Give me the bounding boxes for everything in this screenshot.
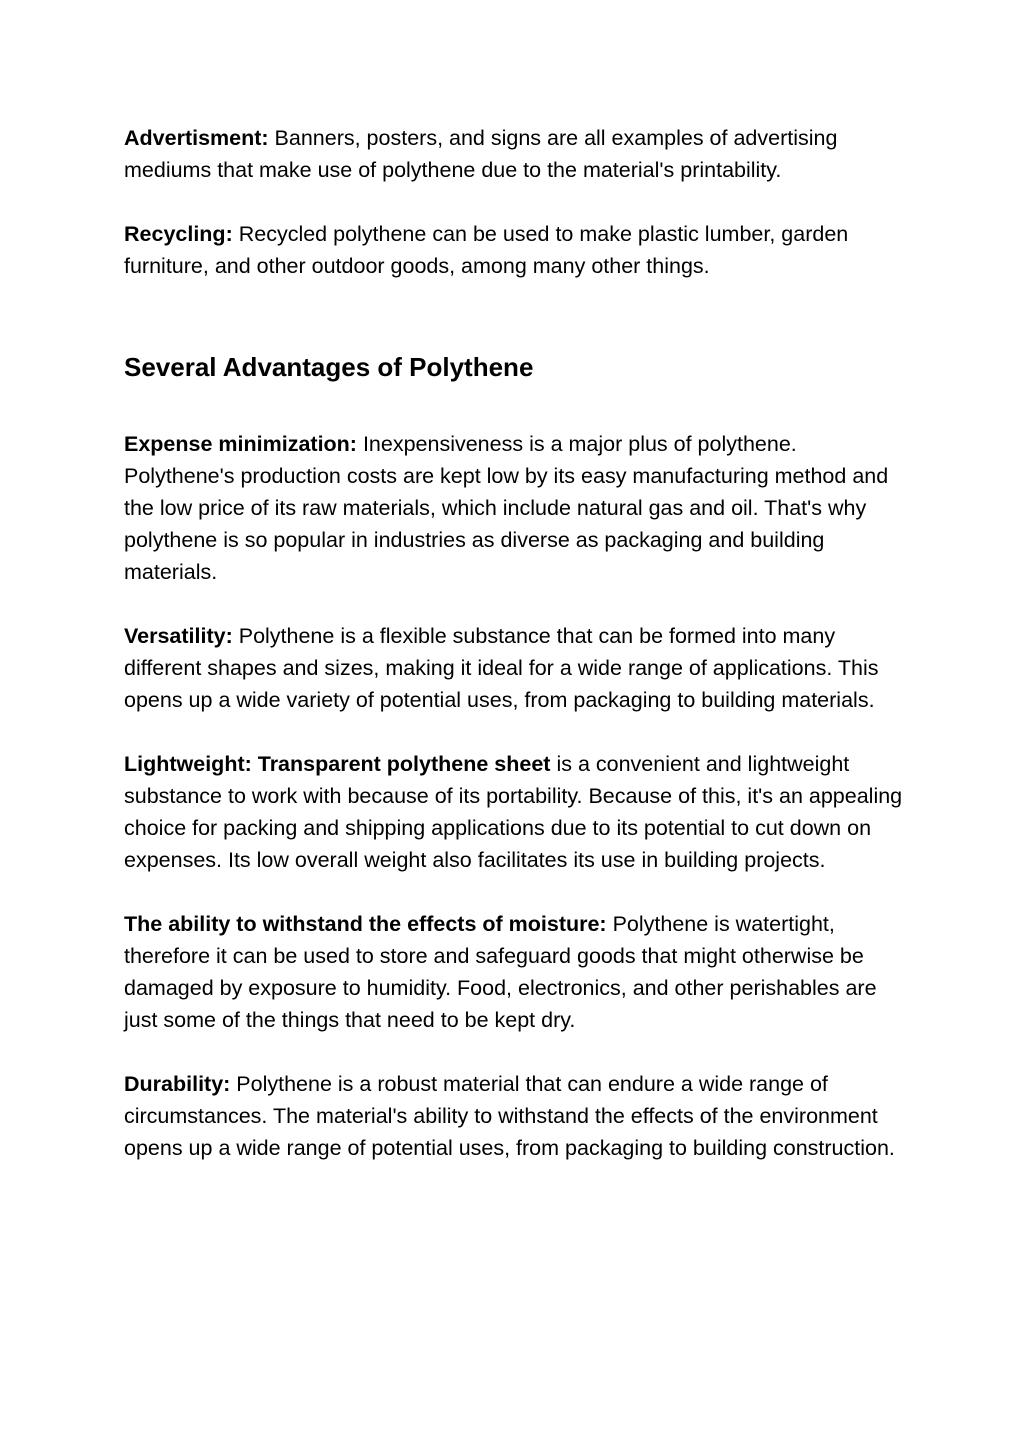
paragraph-label: The ability to withstand the effects of moisture: (124, 912, 607, 936)
paragraph-text: Inexpensiveness is a major plus of polythene. Polythene's production costs are kept low by its easy manufacturing method and the low price of its raw materials, which include natural gas and oil. That's why polythene is so popular in industries as diverse as packaging and building materials. (124, 432, 889, 584)
section-heading: Several Advantages of Polythene (124, 352, 534, 382)
paragraph-versatility (124, 620, 904, 716)
paragraph-durability (124, 1068, 904, 1164)
paragraph-label: Durability: (124, 1072, 231, 1096)
document-page (124, 122, 904, 1164)
paragraph-text: Polythene is a robust material that can endure a wide range of circumstances. The material's ability to withstand the effects of the environment opens up a wide range of potential uses, from packaging to building construction. (124, 1072, 895, 1160)
paragraph-text: Polythene is a flexible substance that can be formed into many different shapes and sizes, making it ideal for a wide range of applications. This opens up a wide variety of potential uses, from packaging to building materials. (124, 624, 879, 712)
paragraph-text: Recycled polythene can be used to make plastic lumber, garden furniture, and other outdoor goods, among many other things. (124, 222, 849, 278)
paragraph-advertisment (124, 122, 904, 186)
paragraph-text: Banners, posters, and signs are all examples of advertising mediums that make use of polythene due to the material's printability. (124, 126, 838, 182)
paragraph-label: Advertisment: (124, 126, 269, 150)
paragraph-text: Polythene is watertight, therefore it can be used to store and safeguard goods that might otherwise be damaged by exposure to humidity. Food, electronics, and other perishables are just some of the things that need to be kept dry. (124, 912, 877, 1032)
paragraph-recycling (124, 218, 904, 282)
paragraph-expense-minimization (124, 428, 904, 588)
paragraph-label: Expense minimization: (124, 432, 357, 456)
paragraph-text: is a convenient and lightweight substance to work with because of its portability. Because of this, it's an appealing choice for packing and shipping applications due to its potential to cut down on expenses. Its low overall weight also facilitates its use in building projects. (124, 752, 903, 872)
paragraph-label: Recycling: (124, 222, 233, 246)
paragraph-lightweight (124, 748, 904, 876)
paragraph-label: Lightweight: Transparent polythene sheet (124, 752, 551, 776)
paragraph-moisture-resistance (124, 908, 904, 1036)
paragraph-label: Versatility: (124, 624, 233, 648)
